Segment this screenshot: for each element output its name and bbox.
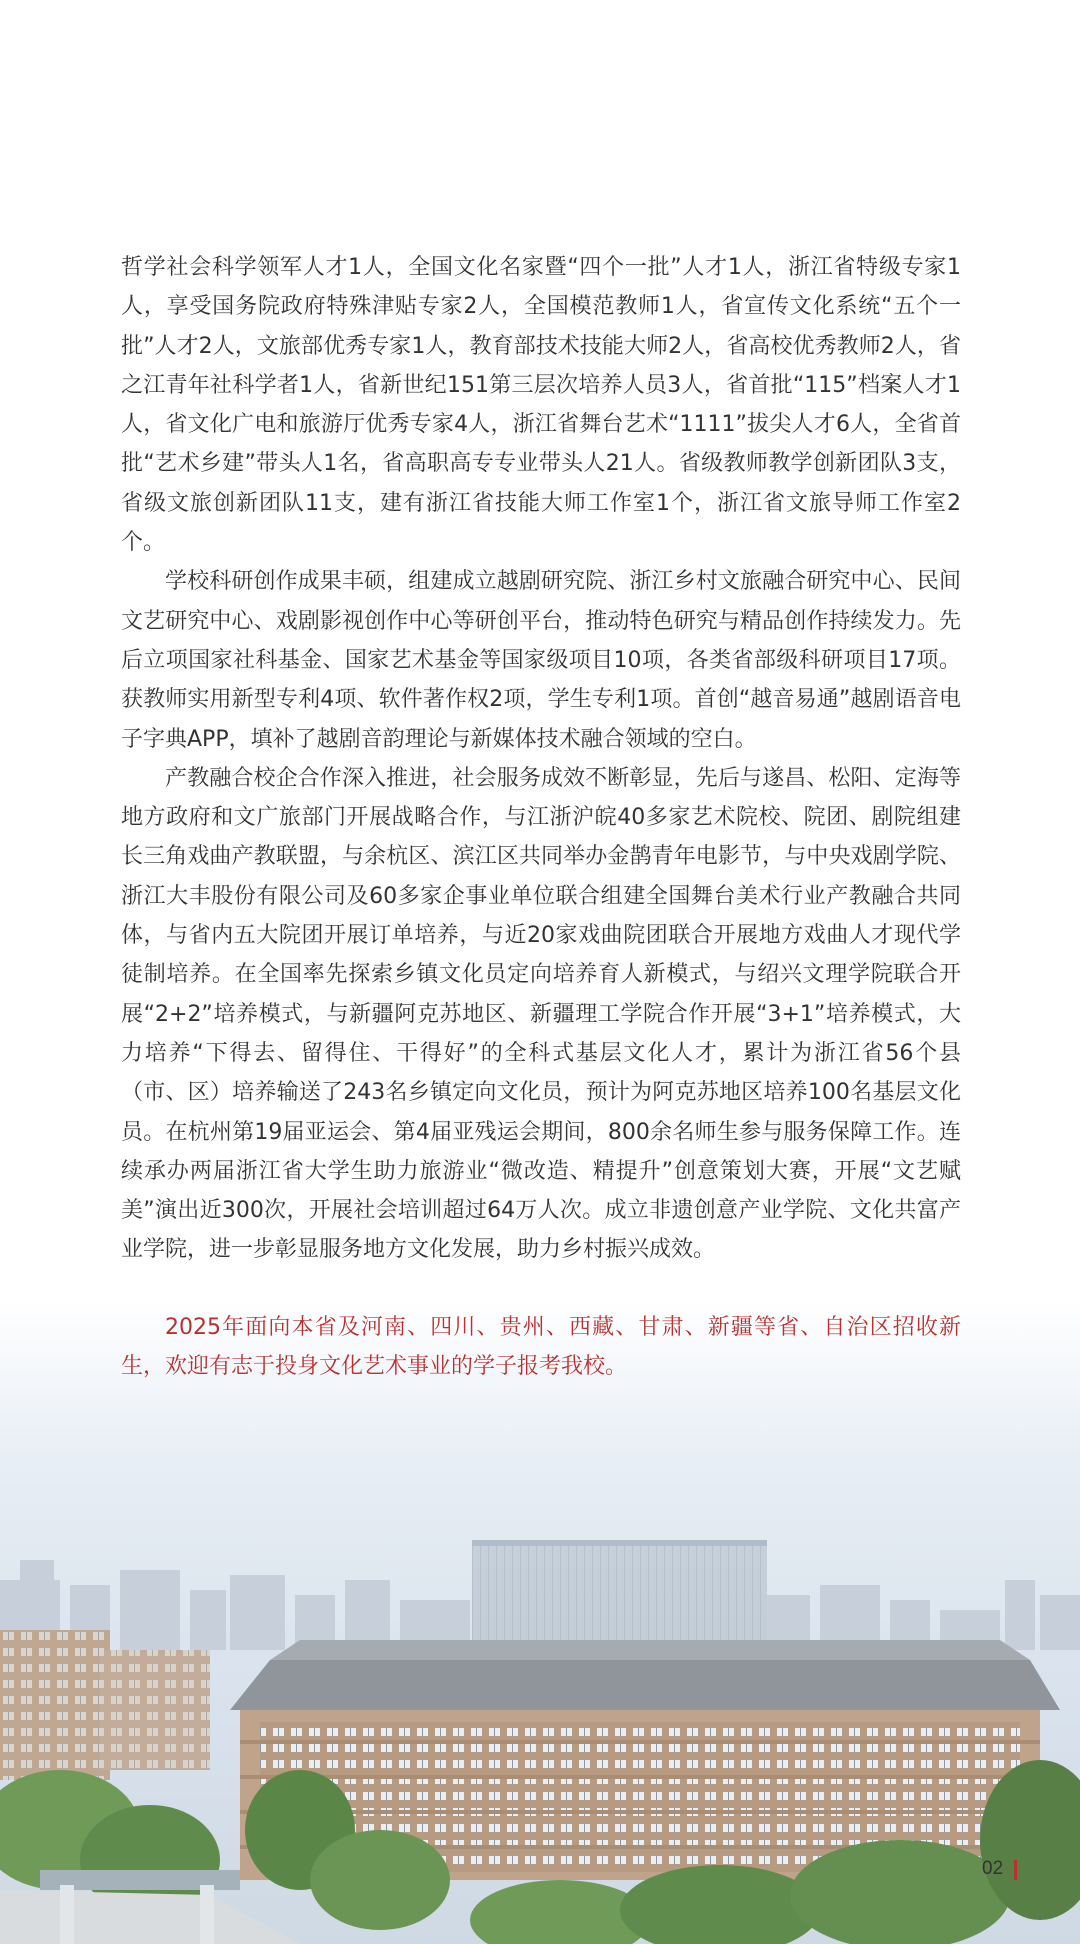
paragraph-talent: 哲学社会科学领军人才1人，全国文化名家暨“四个一批”人才1人，浙江省特级专家1人，享受国务院政府特殊津贴专家2人，全国模范教师1人，省宣传文化系统“五个一批”人才2人，文旅部优秀专家1人，教育部技术技能大师2人，省高校优秀教师2人，省之江青年社科学者1人，省新世纪151第三层次培养人员3人，省首批“115”档案人才1人，省文化广电和旅游厅优秀专家4人，浙江省舞台艺术“1111”拔尖人才6人，全省首批“艺术乡建”带头人1名，省高职高专专业带头人21人。省级教师教学创新团队3支，省级文旅创新团队11支，建有浙江省技能大师工作室1个，浙江省文旅导师工作室2个。 <box>121 255 961 556</box>
mid-buildings <box>0 1630 210 1780</box>
paragraph-research: 学校科研创作成果丰硕，组建成立越剧研究院、浙江乡村文旅融合研究中心、民间文艺研究中心、戏剧影视创作中心等研创平台，推动特色研究与精品创作持续发力。先后立项国家社科基金、国家艺术基金等国家级项目10项，各类省部级科研项目17项。获教师实用新型专利4项、软件著作权2项，学生专利1项。首创“越音易通”越剧语音电子字典APP，填补了越剧音韵理论与新媒体技术融合领域的空白。 <box>121 569 961 752</box>
body-text <box>121 248 961 1386</box>
paragraph-industry-cooperation: 产教融合校企合作深入推进，社会服务成效不断彰显，先后与遂昌、松阳、定海等地方政府和文广旅部门开展战略合作，与江浙沪皖40多家艺术院校、院团、剧院组建长三角戏曲产教联盟，与余杭区、滨江区共同举办金鹊青年电影节，与中央戏剧学院、浙江大丰股份有限公司及60多家企事业单位联合组建全国舞台美术行业产教融合共同体，与省内五大院团开展订单培养，与近20家戏曲院团联合开展地方戏曲人才现代学徒制培养。在全国率先探索乡镇文化员定向培养育人新模式，与绍兴文理学院联合开展“2+2”培养模式，与新疆阿克苏地区、新疆理工学院合作开展“3+1”培养模式，大力培养“下得去、留得住、干得好”的全科式基层文化人才，累计为浙江省56个县（市、区）培养输送了243名乡镇定向文化员，预计为阿克苏地区培养100名基层文化员。在杭州第19届亚运会、第4届亚残运会期间，800余名师生参与服务保障工作。连续承办两届浙江省大学生助力旅游业“微改造、精提升”创意策划大赛，开展“文艺赋美”演出近300次，开展社会培训超过64万人次。成立非遗创意产业学院、文化共富产业学院，进一步彰显服务地方文化发展，助力乡村振兴成效。 <box>121 765 961 1263</box>
page-number-accent <box>1014 1860 1017 1880</box>
admission-notice: 2025年面向本省及河南、四川、贵州、西藏、甘肃、新疆等省、自治区招收新生，欢迎有志于投身文化艺术事业的学子报考我校。 <box>121 1314 961 1380</box>
campus-photo <box>0 1500 1080 1944</box>
page-number: 02 <box>982 1858 1004 1879</box>
